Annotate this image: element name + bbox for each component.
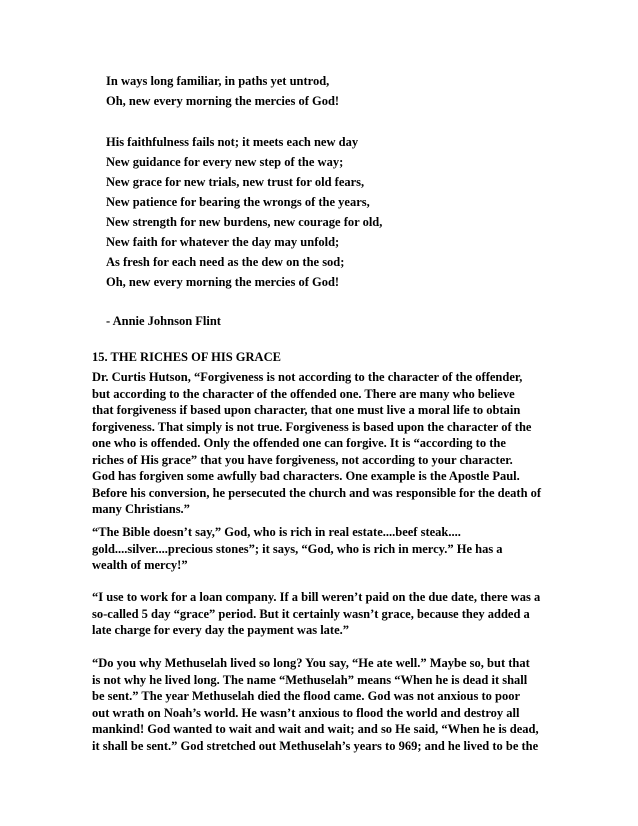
text-line: “The Bible doesn’t say,” God, who is rich in real estate....beef steak.... — [92, 525, 461, 539]
text-line: mankind! God wanted to wait and wait and wait; and so He said, “When he is dead, — [92, 722, 539, 736]
text-line: “I use to work for a loan company. If a bill weren’t paid on the due date, there was a — [92, 590, 541, 604]
section-heading: 15. THE RICHES OF HIS GRACE — [92, 350, 281, 364]
text-line: so-called 5 day “grace” period. But it certainly wasn’t grace, because they added a — [92, 606, 530, 621]
text-line: but according to the character of the offended one. There are many who believe — [92, 386, 515, 401]
poem-line: Oh, new every morning the mercies of God! — [106, 275, 340, 289]
paragraph — [92, 524, 552, 574]
poem-attribution: - Annie Johnson Flint — [106, 314, 221, 328]
text-line: gold....silver....precious stones”; it says, “God, who is rich in mercy.” He has a — [92, 541, 503, 556]
poem-line: New strength for new burdens, new courage for old, — [106, 215, 383, 229]
paragraph — [92, 589, 552, 639]
poem-line: As fresh for each need as the dew on the sod; — [106, 255, 345, 269]
poem-line: New faith for whatever the day may unfold; — [106, 235, 340, 249]
text-line: it shall be sent.” God stretched out Methuselah’s years to 969; and he lived to be the — [92, 738, 539, 753]
text-line: one who is offended. Only the offended one can forgive. It is “according to the — [92, 436, 506, 450]
text-line: be sent.” The year Methuselah died the flood came. God was not anxious to poor — [92, 689, 521, 703]
poem-line: New guidance for every new step of the way; — [106, 155, 344, 169]
poem-line: New patience for bearing the wrongs of the years, — [106, 195, 370, 209]
text-line: “Do you why Methuselah lived so long? You say, “He ate well.” Maybe so, but that — [92, 656, 530, 670]
text-line: that forgiveness if based upon character, that one must live a moral life to obtain — [92, 403, 521, 417]
text-line: is not why he lived long. The name “Methuselah” means “When he is dead it shall — [92, 672, 528, 687]
text-line: Dr. Curtis Hutson, “Forgiveness is not according to the character of the offender, — [92, 370, 523, 384]
text-line: out wrath on Noah’s world. He wasn’t anxious to flood the world and destroy all — [92, 705, 520, 720]
poem-line: His faithfulness fails not; it meets each new day — [106, 135, 359, 149]
poem-line: In ways long familiar, in paths yet untrod, — [106, 74, 330, 88]
paragraph — [92, 655, 552, 754]
text-line: late charge for every day the payment was late.” — [92, 623, 350, 637]
paragraph — [92, 369, 552, 518]
text-line: Before his conversion, he persecuted the church and was responsible for the death of — [92, 485, 542, 500]
poem-line: New grace for new trials, new trust for old fears, — [106, 175, 365, 189]
text-line: wealth of mercy!” — [92, 558, 188, 572]
text-line: forgiveness. That simply is not true. Forgiveness is based upon the character of the — [92, 419, 532, 434]
text-line: riches of His grace” that you have forgiveness, not according to your character. — [92, 452, 513, 467]
poem-line: Oh, new every morning the mercies of God! — [106, 94, 340, 108]
text-line: many Christians.” — [92, 502, 190, 516]
text-line: God has forgiven some awfully bad characters. One example is the Apostle Paul. — [92, 469, 520, 483]
